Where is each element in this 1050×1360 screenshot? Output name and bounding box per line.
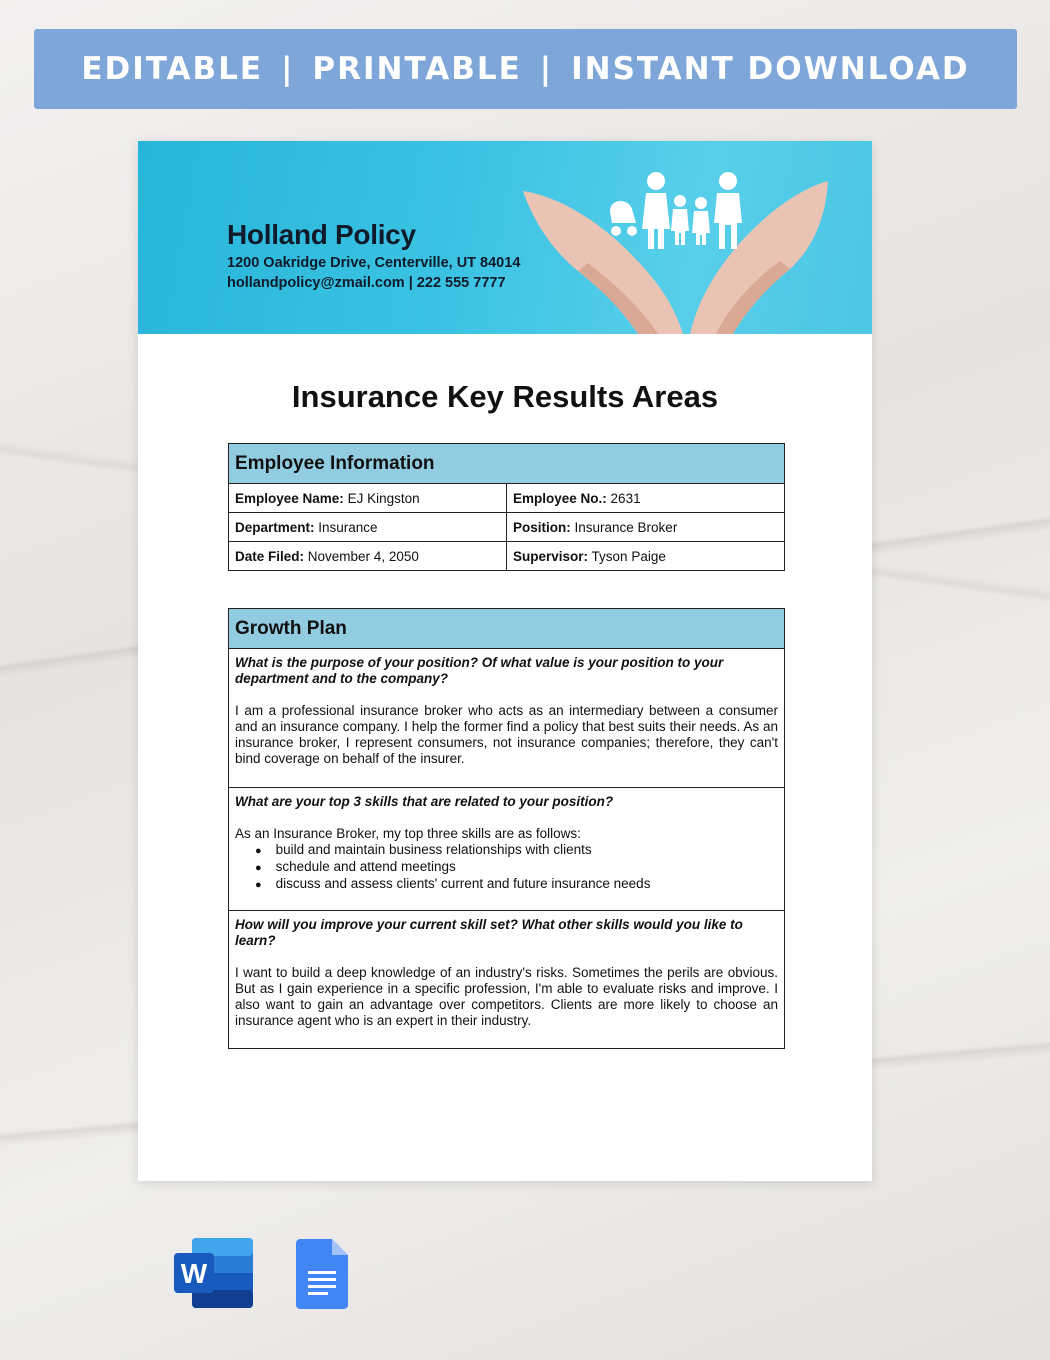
document-title: Insurance Key Results Areas bbox=[291, 379, 719, 414]
table-row bbox=[229, 911, 785, 1049]
question-text: How will you improve your current skill set? What other skills would you like to learn? bbox=[235, 917, 743, 948]
company-contact: hollandpolicy@zmail.com | 222 555 7777 bbox=[227, 275, 506, 291]
department-cell bbox=[229, 513, 507, 542]
banner-printable: PRINTABLE bbox=[312, 51, 522, 87]
question-text: What are your top 3 skills that are related to your position? bbox=[235, 794, 614, 809]
field-label: Date Filed: bbox=[235, 548, 305, 564]
skills-list bbox=[255, 842, 778, 893]
field-label: Position: bbox=[513, 519, 571, 535]
supervisor-cell bbox=[507, 542, 785, 571]
field-label: Employee Name: bbox=[235, 490, 344, 506]
table-row bbox=[229, 484, 785, 513]
position-cell bbox=[507, 513, 785, 542]
field-value: EJ Kingston bbox=[347, 490, 420, 506]
list-item: ● discuss and assess clients' current and future insurance needs bbox=[255, 876, 778, 893]
date-filed-cell bbox=[229, 542, 507, 571]
question-text: What is the purpose of your position? Of what value is your position to your department and to the company? bbox=[235, 655, 724, 686]
banner-separator: | bbox=[539, 51, 554, 87]
field-value: November 4, 2050 bbox=[307, 548, 419, 564]
list-item: ● build and maintain business relationships with clients bbox=[255, 842, 778, 859]
field-label: Department: bbox=[235, 519, 315, 535]
growth-plan-table bbox=[228, 608, 785, 1049]
table-row bbox=[229, 542, 785, 571]
table-row bbox=[229, 649, 785, 788]
question-cell bbox=[229, 911, 785, 1049]
word-icon bbox=[174, 1238, 254, 1308]
company-address: 1200 Oakridge Drive, Centerville, UT 84014 bbox=[227, 255, 521, 271]
field-label: Employee No.: bbox=[513, 490, 607, 506]
field-value: Insurance bbox=[318, 519, 378, 535]
banner-editable: EDITABLE bbox=[81, 51, 264, 87]
question-cell bbox=[229, 788, 785, 911]
field-value: Insurance Broker bbox=[574, 519, 678, 535]
family-hands-illustration bbox=[518, 151, 858, 334]
employee-name-cell bbox=[229, 484, 507, 513]
answer-text: I want to build a deep knowledge of an industry's risks. Sometimes the perils are obvious. But as I gain experience in a specific profession, I'm able to evaluate risks and improve. I also want to gain an advantage over competitors. Clients are more likely to choose an insurance agent who is an expert in their industry. bbox=[235, 965, 778, 1028]
document-page bbox=[138, 141, 872, 1181]
growth-plan-heading: Growth Plan bbox=[229, 609, 785, 649]
question-cell bbox=[229, 649, 785, 788]
banner-instant-download: INSTANT DOWNLOAD bbox=[571, 51, 970, 87]
employee-info-heading: Employee Information bbox=[229, 444, 785, 484]
svg-text:W: W bbox=[180, 1258, 208, 1289]
field-value: 2631 bbox=[610, 490, 641, 506]
top-banner bbox=[34, 29, 1017, 109]
company-name: Holland Policy bbox=[227, 219, 416, 250]
header-hero bbox=[138, 141, 872, 334]
field-label: Supervisor: bbox=[513, 548, 589, 564]
field-value: Tyson Paige bbox=[591, 548, 666, 564]
answer-text: I am a professional insurance broker who acts as an intermediary between a consumer and an insurance company. I help the former find a policy that best suits their needs. As an insurance broker, I represent consumers, not insurance companies; therefore, they can't bind coverage on behalf of the insurer. bbox=[235, 703, 778, 766]
company-block bbox=[227, 219, 520, 291]
banner-separator: | bbox=[281, 51, 295, 87]
table-row bbox=[229, 513, 785, 542]
employee-info-table bbox=[228, 443, 785, 571]
employee-no-cell bbox=[507, 484, 785, 513]
google-docs-icon bbox=[296, 1239, 348, 1309]
answer-intro: As an Insurance Broker, my top three skills are as follows: bbox=[235, 826, 581, 841]
table-row bbox=[229, 788, 785, 911]
list-item: ● schedule and attend meetings bbox=[255, 859, 778, 876]
